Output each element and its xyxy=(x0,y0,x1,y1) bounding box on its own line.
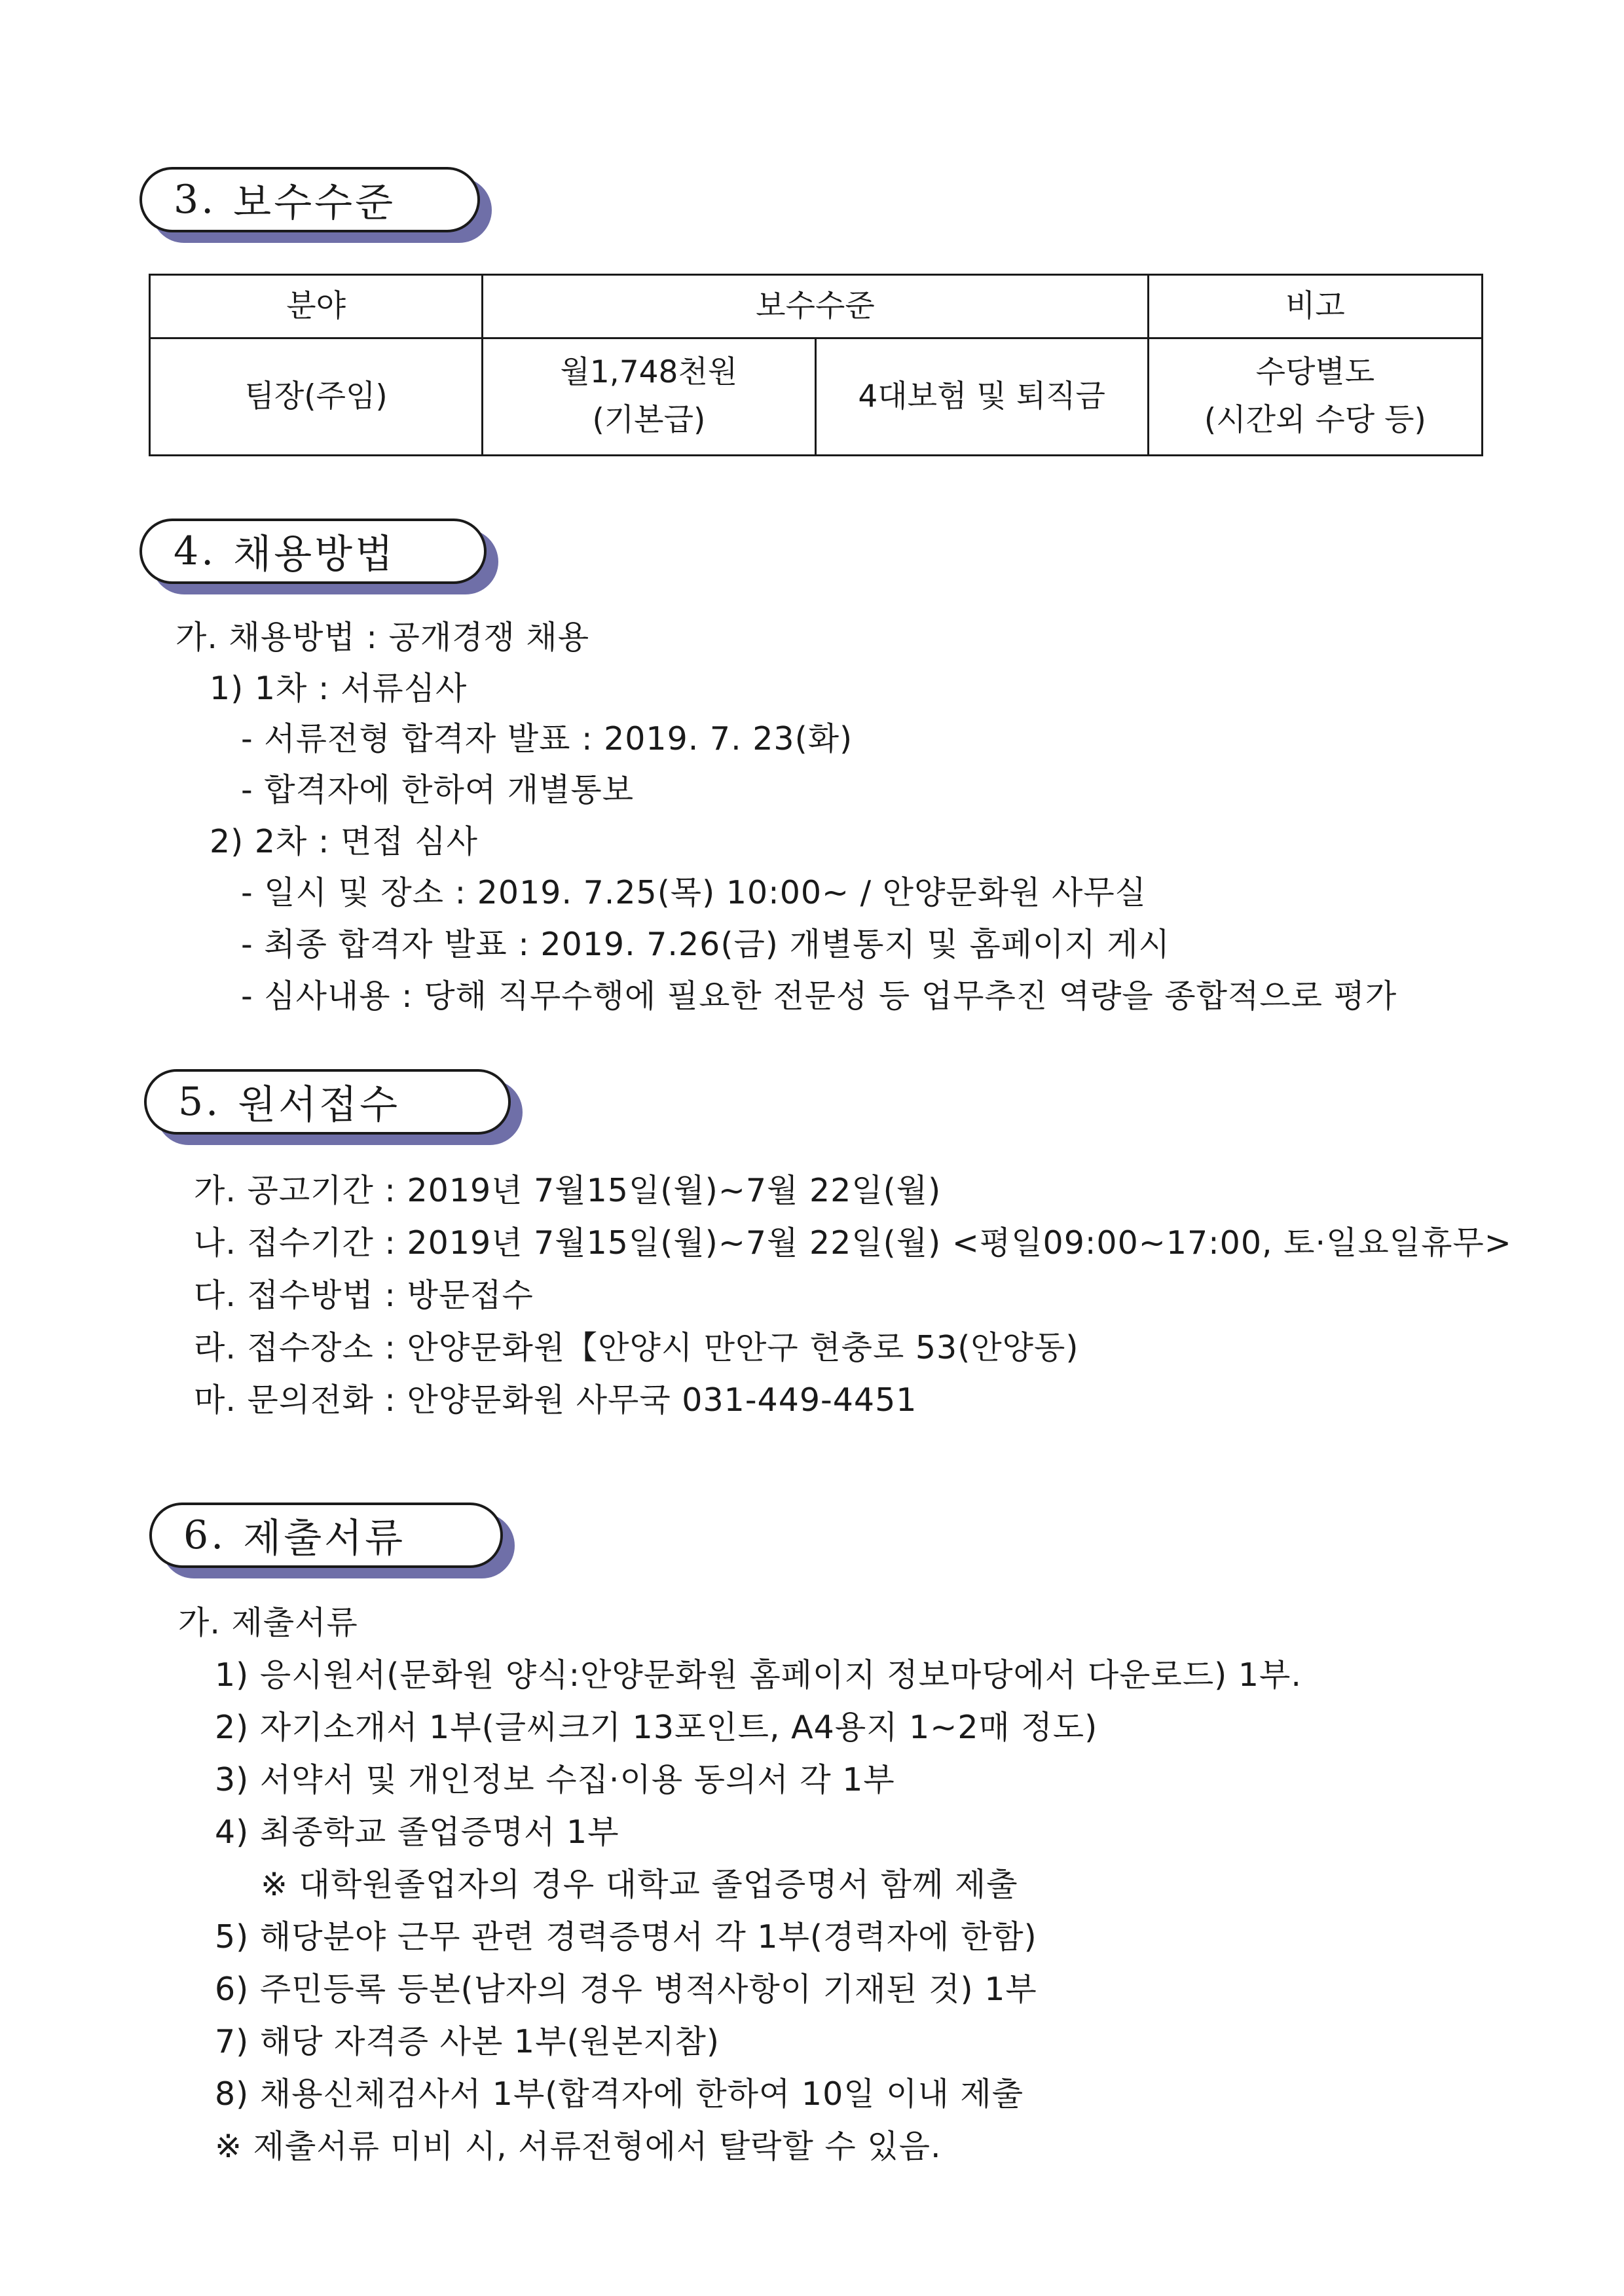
receipt-line: 다. 접수방법 : 방문접수 xyxy=(194,1277,534,1314)
cell-field: 팀장(주임) xyxy=(150,338,483,456)
section-title: 원서접수 xyxy=(238,1082,401,1128)
receipt-line: 가. 공고기간 : 2019년 7월15일(월)~7월 22일(월) xyxy=(194,1172,942,1209)
pay-basis: (기본급) xyxy=(592,402,706,438)
note-line-2: (시간외 수당 등) xyxy=(1204,402,1426,438)
documents-line: 1) 응시원서(문화원 양식:안양문화원 홈페이지 정보마당에서 다운로드) 1부. xyxy=(215,1656,1302,1694)
documents-line: 6) 주민등록 등본(남자의 경우 병적사항이 기재된 것) 1부 xyxy=(215,1971,1037,2008)
documents-line: 7) 해당 자격증 사본 1부(원본지참) xyxy=(215,2023,720,2060)
documents-line: 8) 채용신체검사서 1부(합격자에 한하여 10일 이내 제출 xyxy=(215,2075,1024,2113)
documents-line: 4) 최종학교 졸업증명서 1부 xyxy=(215,1813,619,1851)
section-number: 4. xyxy=(174,528,217,574)
method-line: - 일시 및 장소 : 2019. 7.25(목) 10:00~ / 안양문화원 사무실 xyxy=(241,874,1147,911)
method-line: - 서류전형 합격자 발표 : 2019. 7. 23(화) xyxy=(241,720,853,757)
pay-amount: 월1,748천원 xyxy=(560,354,738,391)
table-header-row xyxy=(150,275,1483,338)
cell-insurance: 4대보험 및 퇴직금 xyxy=(815,338,1148,456)
documents-note: ※ 제출서류 미비 시, 서류전형에서 탈락할 수 있음. xyxy=(215,2128,942,2165)
section-title: 보수수준 xyxy=(233,180,396,226)
section-heading-pay xyxy=(139,167,480,232)
method-line: - 심사내용 : 당해 직무수행에 필요한 전문성 등 업무추진 역량을 종합적으로 평가 xyxy=(241,977,1397,1015)
section-heading-receipt xyxy=(144,1069,511,1135)
section-heading-method xyxy=(139,519,487,584)
receipt-line: 라. 접수장소 : 안양문화원【안양시 만안구 현충로 53(안양동) xyxy=(194,1329,1079,1366)
cell-pay xyxy=(483,338,815,456)
method-line: 가. 채용방법 : 공개경쟁 채용 xyxy=(175,619,590,656)
method-line: 1) 1차 : 서류심사 xyxy=(210,670,468,707)
receipt-line: 마. 문의전화 : 안양문화원 사무국 031-449-4451 xyxy=(194,1381,917,1419)
documents-line: 5) 해당분야 근무 관련 경력증명서 각 1부(경력자에 한함) xyxy=(215,1918,1037,1956)
header-field: 분야 xyxy=(150,275,483,338)
method-line: - 합격자에 한하여 개별통보 xyxy=(241,771,635,809)
pay-table xyxy=(149,274,1483,456)
receipt-line: 나. 접수기간 : 2019년 7월15일(월)~7월 22일(월) <평일09:00~17:00, 토·일요일휴무> xyxy=(194,1224,1512,1262)
section-number: 5. xyxy=(178,1079,221,1125)
section-number: 6. xyxy=(183,1512,227,1558)
section-heading-documents xyxy=(149,1503,503,1568)
documents-line: 가. 제출서류 xyxy=(178,1604,358,1641)
method-line: - 최종 합격자 발표 : 2019. 7.26(금) 개별통지 및 홈페이지 게시 xyxy=(241,926,1170,963)
heading-pill xyxy=(139,167,480,232)
section-number: 3. xyxy=(174,177,217,223)
documents-line: 3) 서약서 및 개인정보 수집·이용 동의서 각 1부 xyxy=(215,1761,895,1798)
cell-note xyxy=(1148,338,1482,456)
documents-note: ※ 대학원졸업자의 경우 대학교 졸업증명서 함께 제출 xyxy=(261,1866,1018,1903)
heading-pill xyxy=(139,519,487,584)
heading-pill xyxy=(144,1069,511,1135)
header-note: 비고 xyxy=(1148,275,1482,338)
documents-line: 2) 자기소개서 1부(글씨크기 13포인트, A4용지 1~2매 정도) xyxy=(215,1709,1098,1746)
heading-pill xyxy=(149,1503,503,1568)
section-title: 제출서류 xyxy=(243,1516,406,1561)
note-line-1: 수당별도 xyxy=(1255,354,1375,391)
header-pay: 보수수준 xyxy=(483,275,1149,338)
section-title: 채용방법 xyxy=(233,532,396,577)
method-line: 2) 2차 : 면접 심사 xyxy=(210,823,478,860)
table-row xyxy=(150,338,1483,456)
